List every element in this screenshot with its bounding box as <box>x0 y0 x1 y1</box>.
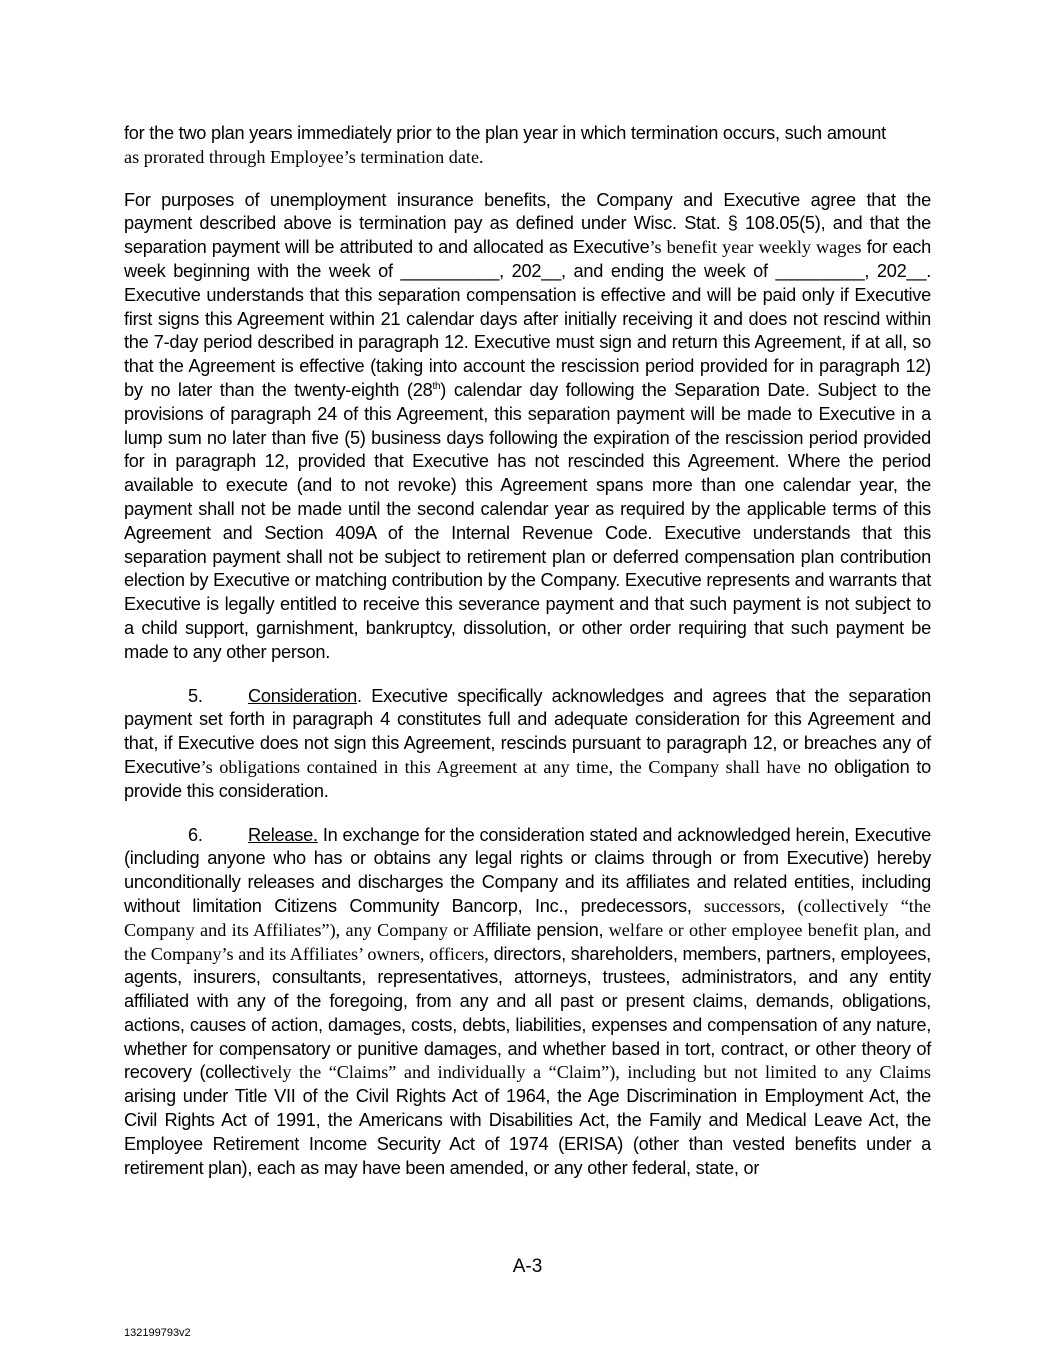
paragraph-text: for each week beginning with the week of __________, 202__, and ending the week of _________, 202__. Executive understands that this separation compensation is effective and will be paid only if Executive first signs this Agreement within 21 calendar days after initially receiving it and does not rescind within the 7-day period described in paragraph 12. Executive must sign and return this Agreement, if at all, so that the Agreement is effective (taking into account the rescission period provided for in paragraph 12) by no later than the twenty-eighth (28 <box>124 237 931 400</box>
paragraph-text-serif: ively the “Claims” and individually a “Claim”), including but not limited to any Claims <box>255 1062 931 1083</box>
paragraph-text-serif: as prorated through Employee’s termination date. <box>124 146 484 167</box>
section-number: 5. <box>188 685 203 706</box>
section-5-consideration <box>124 685 931 804</box>
section-heading: Release. <box>248 824 318 845</box>
page-number: A-3 <box>512 1256 543 1277</box>
paragraph-unemployment-benefits <box>124 189 931 665</box>
section-heading: Consideration <box>248 685 357 706</box>
paragraph-text-serif: welfare or other employee benefit plan, and the Company’s and its Affiliates’ owners, officers, <box>124 919 931 964</box>
document-id: 132199793v2 <box>124 1327 191 1339</box>
section-6-release <box>124 824 931 1181</box>
paragraph-continuation <box>124 122 931 170</box>
paragraph-text-serif: successors, (collectively “the Company and its Affiliates”), any Company or A <box>124 895 931 940</box>
paragraph-text: ffiliate pension, <box>485 919 604 940</box>
paragraph-text-serif: ’s obligations contained in this Agreement at any time, the Company shall have <box>200 756 801 777</box>
superscript: th <box>432 380 441 392</box>
paragraph-text: for the two plan years immediately prior to the plan year in which termination occurs, such amount <box>124 123 886 143</box>
paragraph-text: arising under Title VII of the Civil Rights Act of 1964, the Age Discrimination in Employment Act, the Civil Rights Act of 1991, the Americans with Disabilities Act, the Family and Medical Leave Act, the Employee Retirement Income Security Act of 1974 (ERISA) (other than vested benefits under a retirement plan), each as may have been amended, or any other federal, state, or <box>124 1086 931 1178</box>
section-number: 6. <box>188 824 203 845</box>
paragraph-text: For purposes of unemployment insurance benefits, the Company and Executive agree that the payment described above is termination pay as defined under Wisc. Stat. § 108.05(5), and that the separation payment will be attributed to and allocated as Executive <box>124 189 931 258</box>
paragraph-text: no obligation to provide this consideration. <box>124 756 931 801</box>
paragraph-text: . Executive specifically acknowledges and agrees that the separation payment set forth in paragraph 4 constitutes full and adequate consideration for this Agreement and that, if Executive does not sign this Agreement, rescinds pursuant to paragraph 12, or breaches any of Executive <box>124 685 931 777</box>
paragraph-text-serif: ’s benefit year weekly wages <box>649 237 862 258</box>
paragraph-text: In exchange for the consideration stated and acknowledged herein, Executive (including anyone who has or obtains any legal rights or claims through or from Executive) hereby unconditionally releases and discharges the Company and its affiliates and related entities, including without limitation Citizens Community Bancorp, Inc., predecessors, <box>124 824 931 916</box>
document-body <box>124 122 931 1200</box>
paragraph-text: ) calendar day following the Separation Date. Subject to the provisions of paragraph 24 of this Agreement, this separation payment will be made to Executive in a lump sum no later than five (5) business days following the expiration of the rescission period provided for in paragraph 12, provided that Executive has not rescinded this Agreement. Where the period available to execute (and to not revoke) this Agreement spans more than one calendar year, the payment shall not be made until the second calendar year as required by the applicable terms of this Agreement and Section 409A of the Internal Revenue Code. Executive understands that this separation payment shall not be subject to retirement plan or deferred compensation plan contribution election by Executive or matching contribution by the Company. Executive represents and warrants that Executive is legally entitled to receive this severance payment and that such payment is not subject to a child support, garnishment, bankruptcy, dissolution, or other order requiring that such payment be made to any other person. <box>124 379 931 662</box>
paragraph-text: directors, shareholders, members, partners, employees, agents, insurers, consultants, representatives, attorneys, trustees, administrators, and any entity affiliated with any of the foregoing, from any and all past or present claims, demands, obligations, actions, causes of action, damages, costs, debts, liabilities, expenses and compensation of any nature, whether for compensatory or punitive damages, and whether based in tort, contract, or other theory of recovery (collect <box>124 943 931 1083</box>
